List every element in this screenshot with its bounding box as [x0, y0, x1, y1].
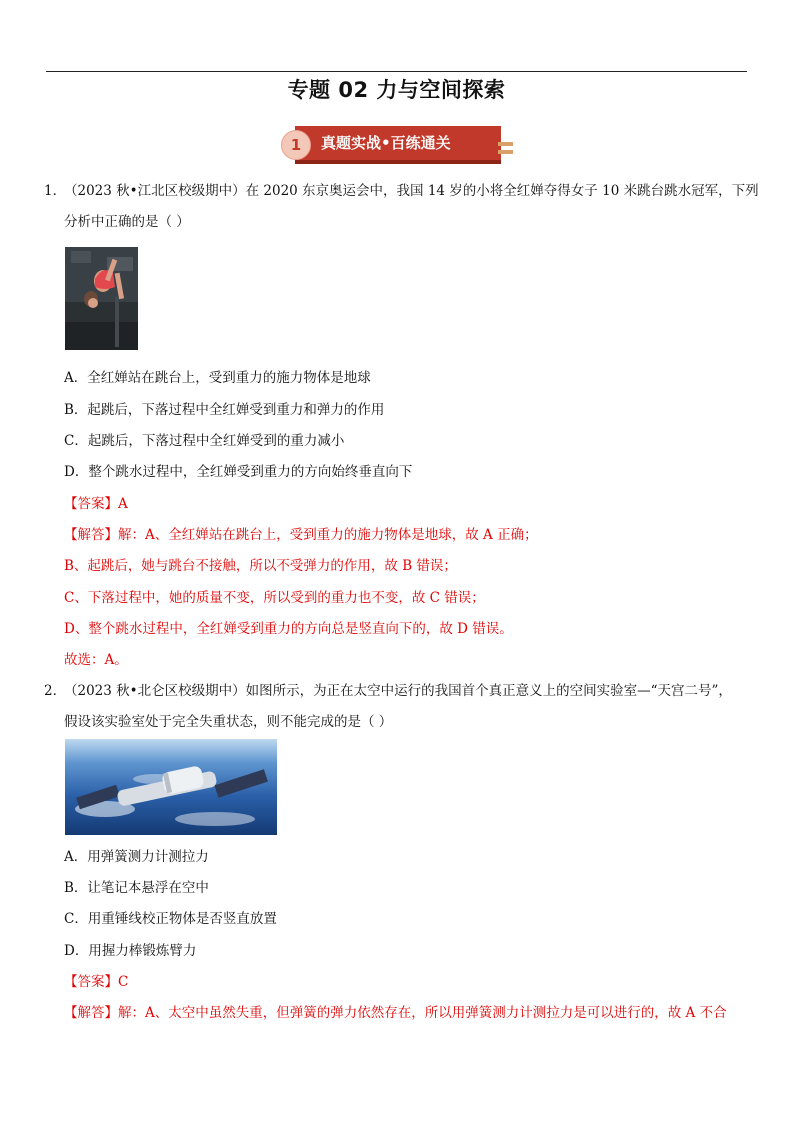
option-d: D．用握力棒锻炼臂力: [64, 943, 197, 959]
answer: 【答案】C: [64, 974, 129, 990]
diver-photo: [65, 247, 138, 350]
option-c: C．用重锤线校正物体是否竖直放置: [64, 911, 277, 927]
banner-deco: [498, 142, 513, 146]
question-number: 2．: [44, 683, 67, 699]
option-a: A．全红婵站在跳台上，受到重力的施力物体是地球: [64, 370, 371, 386]
question-stem: （2023 秋•江北区校级期中）在 2020 东京奥运会中，我国 14 岁的小将全红婵夺得女子 10 米跳台跳水冠军，下列: [64, 183, 759, 199]
option-c: C．起跳后，下落过程中全红婵受到的重力减小: [64, 433, 345, 449]
analysis-line: B、起跳后，她与跳台不接触，所以不受弹力的作用，故 B 错误；: [64, 558, 457, 574]
space-station-photo: [65, 739, 277, 835]
banner-deco: [498, 150, 513, 154]
analysis-line: 【解答】解：A、太空中虽然失重，但弹簧的弹力依然存在，所以用弹簧测力计测拉力是可以进行的，故 A 不合: [64, 1005, 727, 1021]
question-stem: 假设该实验室处于完全失重状态，则不能完成的是（ ）: [64, 714, 393, 730]
analysis-line: 故选：A。: [64, 652, 128, 668]
question-stem: 分析中正确的是（ ）: [64, 214, 190, 230]
question-number: 1．: [44, 183, 67, 199]
option-a: A．用弹簧测力计测拉力: [64, 849, 209, 865]
banner-text: 真题实战•百练通关: [321, 134, 451, 152]
banner-number: 1: [281, 130, 311, 160]
option-d: D．整个跳水过程中，全红婵受到重力的方向始终垂直向下: [64, 464, 413, 480]
option-b: B．起跳后，下落过程中全红婵受到重力和弹力的作用: [64, 402, 385, 418]
analysis-line: 【解答】解：A、全红婵站在跳台上，受到重力的施力物体是地球，故 A 正确；: [64, 527, 538, 543]
header-rule: [46, 71, 747, 72]
answer: 【答案】A: [64, 496, 128, 512]
section-banner: [281, 126, 513, 164]
analysis-line: C、下落过程中，她的质量不变，所以受到的重力也不变，故 C 错误；: [64, 590, 485, 606]
question-stem: （2023 秋•北仑区校级期中）如图所示，为正在太空中运行的我国首个真正意义上的空间实验室—“天宫二号”，: [64, 683, 732, 699]
option-b: B．让笔记本悬浮在空中: [64, 880, 209, 896]
page-title: 专题 02 力与空间探索: [287, 78, 506, 102]
analysis-line: D、整个跳水过程中，全红婵受到重力的方向总是竖直向下的，故 D 错误。: [64, 621, 513, 637]
